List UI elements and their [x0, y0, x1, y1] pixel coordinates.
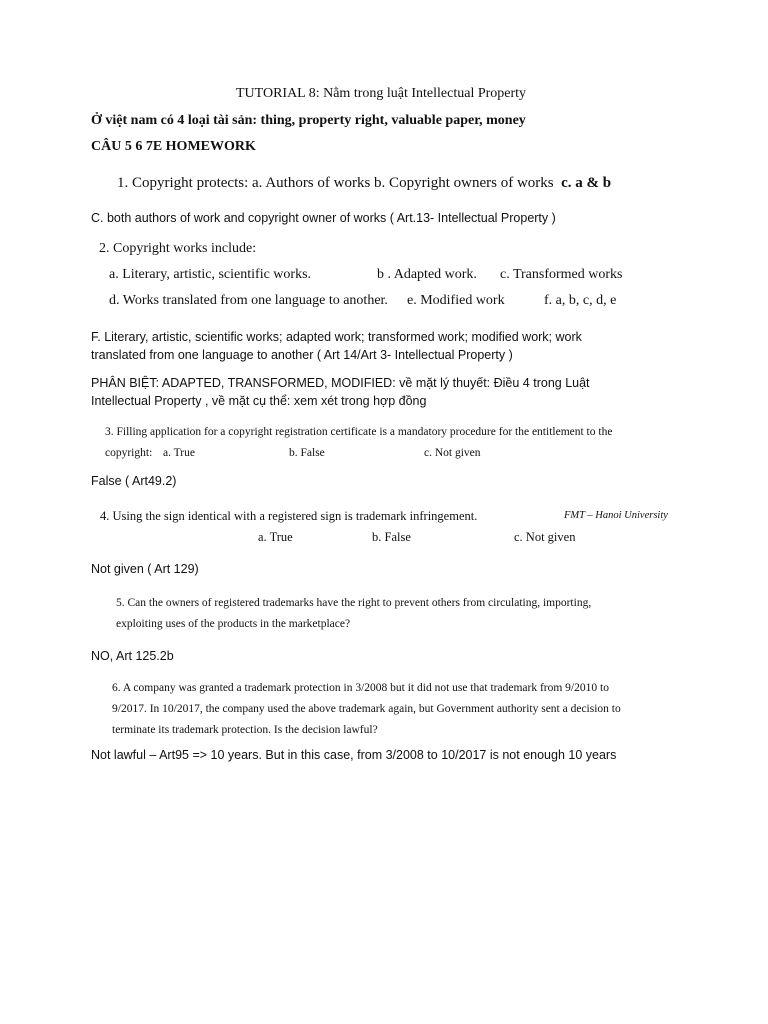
- answer-3: False ( Art49.2): [91, 474, 177, 488]
- question-2-option-b: b . Adapted work.: [377, 267, 477, 282]
- question-2-option-d: d. Works translated from one language to another.: [109, 293, 388, 308]
- question-6-line-3: terminate its trademark protection. Is the decision lawful?: [112, 724, 378, 736]
- document-title: TUTORIAL 8: Nằm trong luật Intellectual Property: [236, 86, 527, 101]
- question-4: 4. Using the sign identical with a registered sign is trademark infringement.: [100, 509, 478, 523]
- question-5-line-2: exploiting uses of the products in the marketplace?: [116, 618, 351, 630]
- answer-2-line-1: F. Literary, artistic, scientific works; adapted work; transformed work; modified work; work: [91, 330, 582, 344]
- question-2-option-f: f. a, b, c, d, e: [544, 293, 617, 308]
- question-3-option-c: c. Not given: [424, 447, 481, 459]
- note-line-2: Intellectual Property , về mặt cụ thể: xem xét trong hợp đồng: [91, 394, 427, 408]
- answer-2-line-2: translated from one language to another ( Art 14/Art 3- Intellectual Property ): [91, 348, 513, 362]
- question-1-text: 1. Copyright protects: a. Authors of works b. Copyright owners of works: [117, 175, 554, 191]
- answer-5: NO, Art 125.2b: [91, 649, 174, 663]
- document-subtitle: Ở việt nam có 4 loại tài sản: thing, property right, valuable paper, money: [91, 113, 526, 128]
- answer-6: Not lawful – Art95 => 10 years. But in this case, from 3/2008 to 10/2017 is not enough 10 years: [91, 748, 617, 762]
- question-5-line-1: 5. Can the owners of registered trademarks have the right to prevent others from circulating, importing,: [116, 597, 592, 609]
- section-heading: CÂU 5 6 7E HOMEWORK: [91, 139, 256, 154]
- question-3-line-2: copyright:: [105, 447, 153, 459]
- question-2-option-e: e. Modified work: [407, 293, 505, 308]
- question-4-option-a: a. True: [258, 530, 293, 544]
- question-2-option-a: a. Literary, artistic, scientific works.: [109, 267, 312, 282]
- question-1: [117, 175, 611, 192]
- question-4-option-c: c. Not given: [514, 530, 576, 544]
- question-6-line-1: 6. A company was granted a trademark protection in 3/2008 but it did not use that trademark from 9/2010 to: [112, 682, 609, 694]
- question-4-option-b: b. False: [372, 530, 411, 544]
- question-1-option-c: c. a & b: [561, 175, 612, 191]
- question-2: 2. Copyright works include:: [99, 241, 257, 256]
- question-3-line-1: 3. Filling application for a copyright registration certificate is a mandatory procedure for the entitlement to the: [105, 426, 613, 438]
- answer-4: Not given ( Art 129): [91, 562, 199, 576]
- question-2-option-c: c. Transformed works: [500, 267, 623, 282]
- answer-1: C. both authors of work and copyright owner of works ( Art.13- Intellectual Property ): [91, 211, 556, 225]
- question-4-watermark: FMT – Hanoi University: [564, 510, 668, 521]
- question-3-option-b: b. False: [289, 447, 325, 459]
- question-3-option-a: a. True: [163, 447, 195, 459]
- question-6-line-2: 9/2017. In 10/2017, the company used the above trademark again, but Government authority sent a decision to: [112, 703, 621, 715]
- note-line-1: PHÂN BIỆT: ADAPTED, TRANSFORMED, MODIFIED: về mặt lý thuyết: Điều 4 trong Luật: [91, 376, 590, 390]
